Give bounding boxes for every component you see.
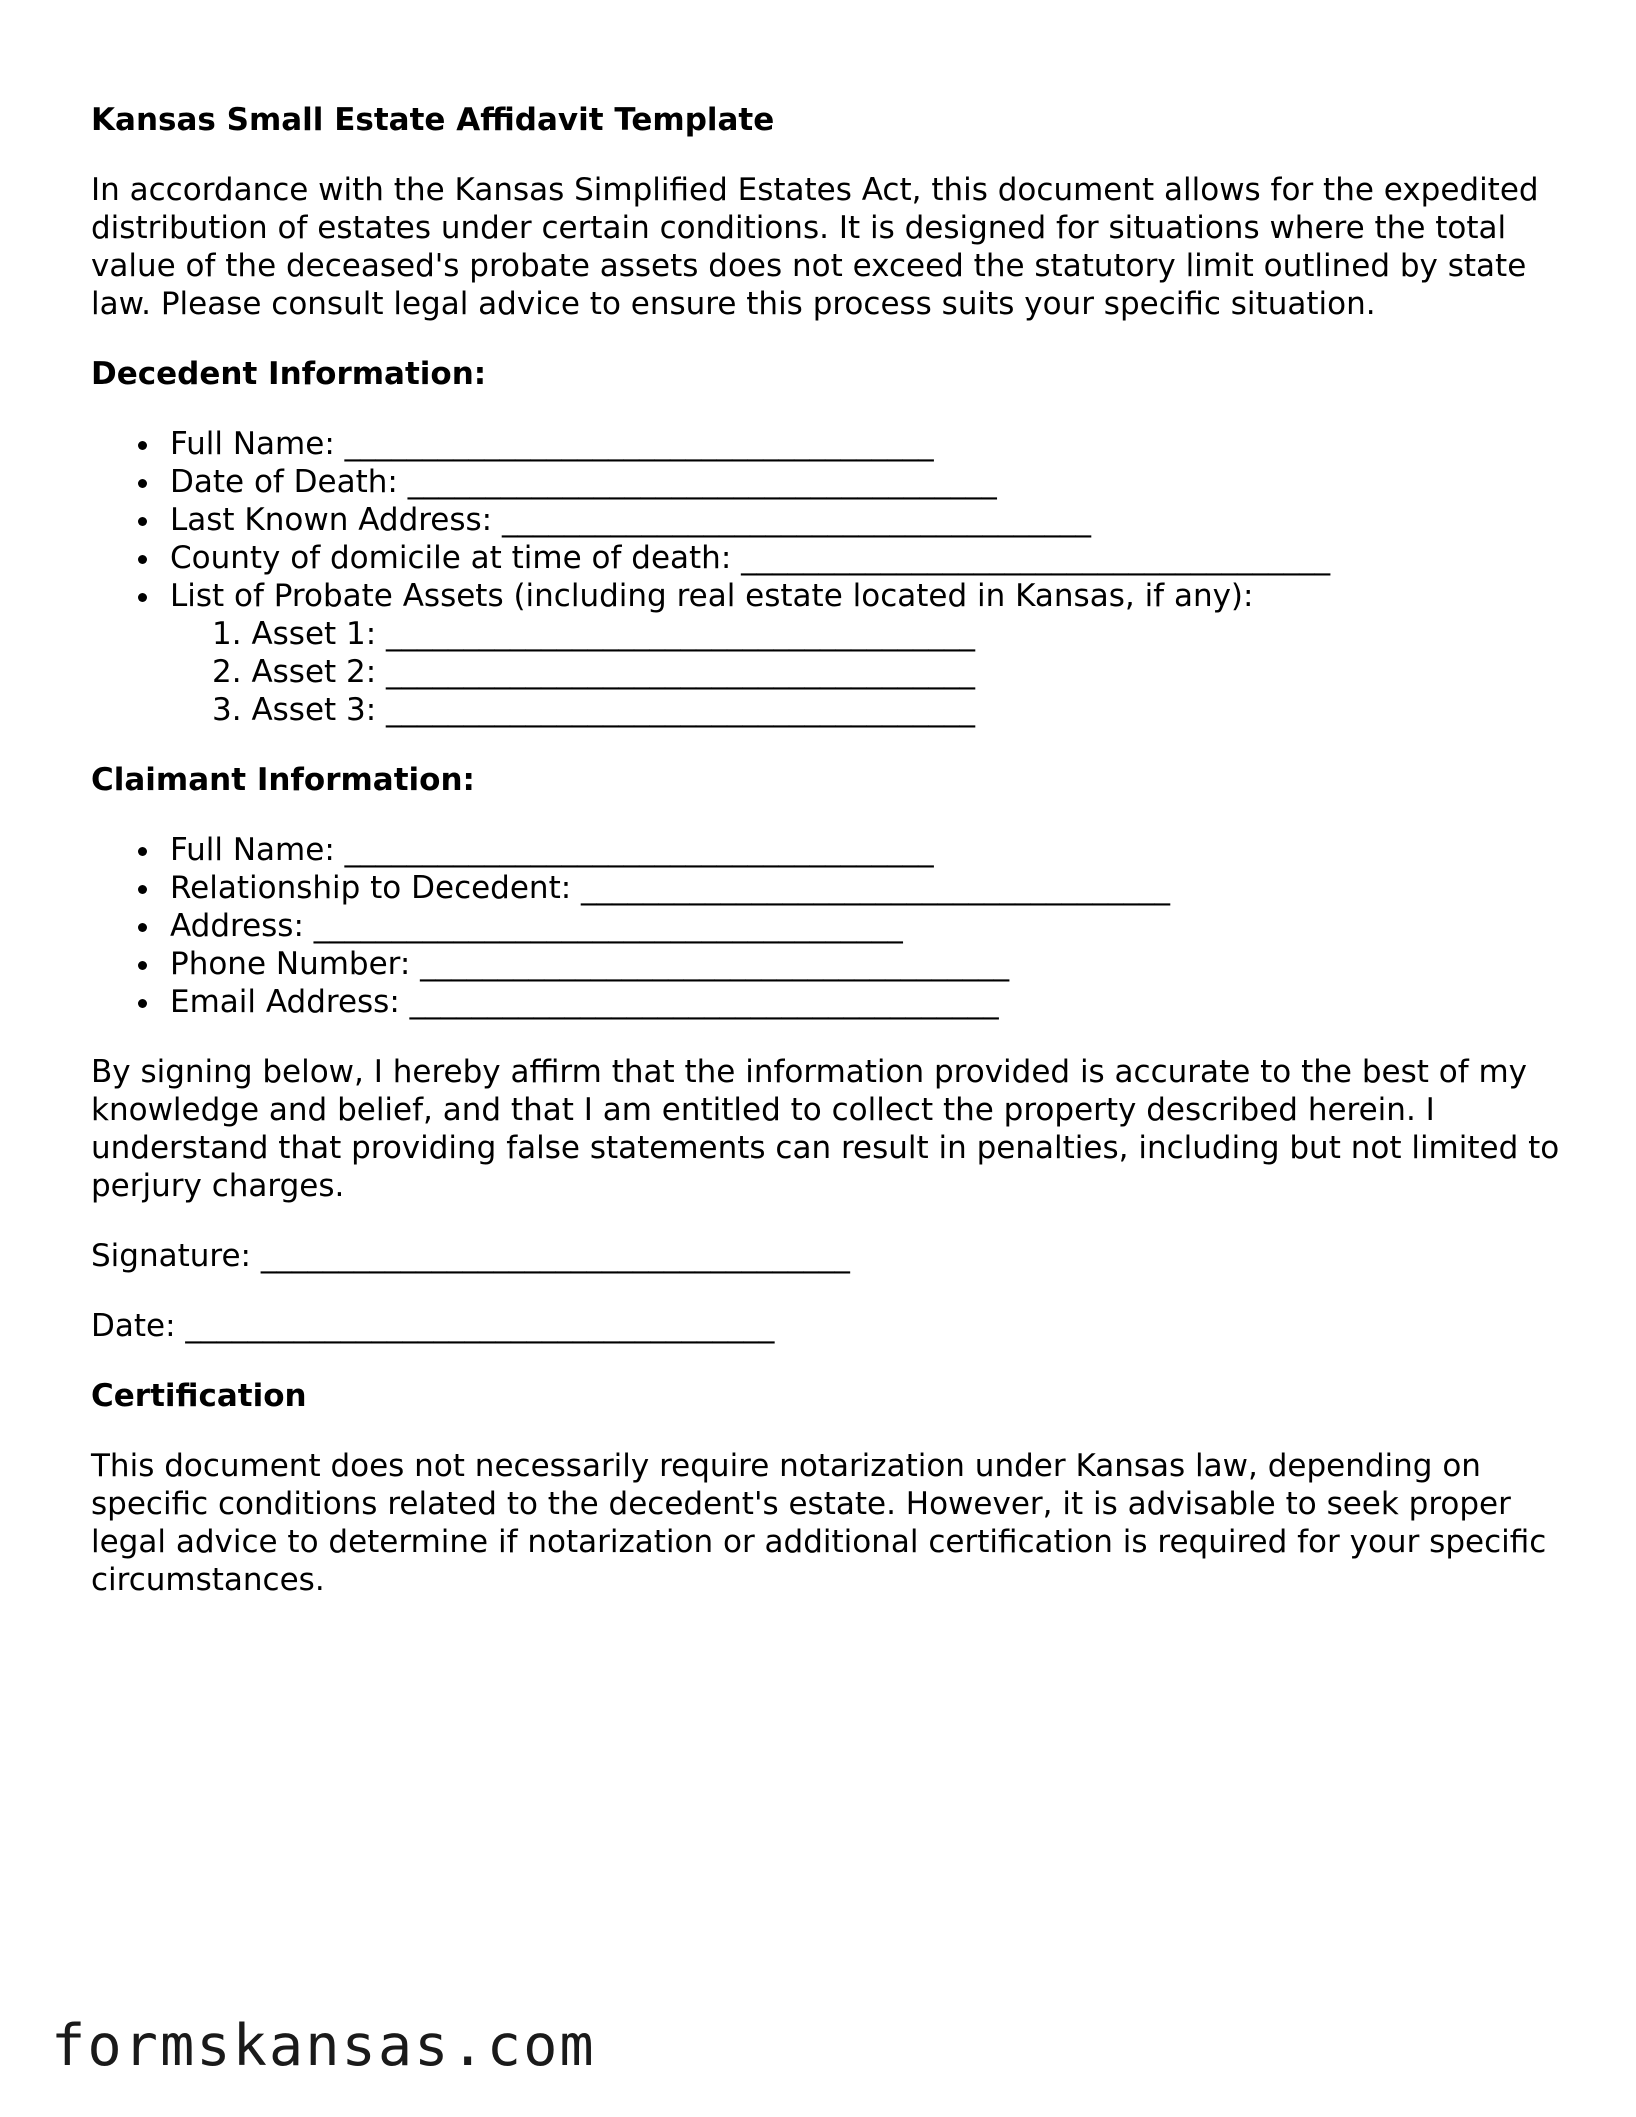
- assets-list: [170, 615, 1561, 729]
- assets-label: List of Probate Assets (including real estate located in Kansas, if any):: [170, 578, 1254, 614]
- decedent-heading: Decedent Information:: [91, 356, 487, 392]
- footer-watermark: formskansas.com: [51, 2013, 596, 2079]
- certification-heading: Certification: [91, 1378, 307, 1414]
- asset-1-text: Asset 1: ______________________________________: [251, 616, 976, 652]
- document-title: Kansas Small Estate Affidavit Template: [91, 102, 775, 138]
- asset-2-text: Asset 2: ______________________________________: [251, 654, 976, 690]
- document-body: [91, 101, 1561, 1631]
- claimant-email-field: Email Address: ______________________________________: [91, 983, 1561, 1021]
- claimant-heading: Claimant Information:: [91, 762, 475, 798]
- decedent-assets-item: [91, 577, 1561, 729]
- claimant-relationship-field: Relationship to Decedent: ______________________________________: [91, 869, 1561, 907]
- asset-3-number: 3.: [212, 692, 242, 728]
- decedent-date-of-death-field: Date of Death: ______________________________________: [91, 463, 1561, 501]
- claimant-phone-field: Phone Number: ______________________________________: [91, 945, 1561, 983]
- decedent-full-name-field: Full Name: ______________________________________: [91, 425, 1561, 463]
- asset-2-number: 2.: [212, 654, 242, 690]
- decedent-county-field: County of domicile at time of death: ______________________________________: [91, 539, 1561, 577]
- certification-paragraph: This document does not necessarily require notarization under Kansas law, depending on specific conditions related to the decedent's estate. However, it is advisable to seek proper legal advice to determine if notarization or additional certification is required for your specific circumstances.: [91, 1448, 1547, 1598]
- decedent-fields: [91, 425, 1561, 729]
- asset-3-field: [170, 691, 1561, 729]
- date-field: Date: ______________________________________: [91, 1308, 775, 1344]
- asset-1-number: 1.: [212, 616, 242, 652]
- claimant-fields: [91, 831, 1561, 1021]
- asset-3-text: Asset 3: ______________________________________: [251, 692, 976, 728]
- intro-paragraph: In accordance with the Kansas Simplified Estates Act, this document allows for the expedited distribution of estates under certain conditions. It is designed for situations where the total value of the deceased's probate assets does not exceed the statutory limit outlined by state law. Please consult legal advice to ensure this process suits your specific situation.: [91, 172, 1539, 322]
- decedent-last-address-field: Last Known Address: ______________________________________: [91, 501, 1561, 539]
- affirmation-paragraph: By signing below, I hereby affirm that the information provided is accurate to the best of my knowledge and belief, and that I am entitled to collect the property described herein. I understand that providing false statements can result in penalties, including but not limited to perjury charges.: [91, 1054, 1560, 1204]
- signature-field: Signature: ______________________________________: [91, 1238, 850, 1274]
- claimant-full-name-field: Full Name: ______________________________________: [91, 831, 1561, 869]
- asset-1-field: [170, 615, 1561, 653]
- asset-2-field: [170, 653, 1561, 691]
- claimant-address-field: Address: ______________________________________: [91, 907, 1561, 945]
